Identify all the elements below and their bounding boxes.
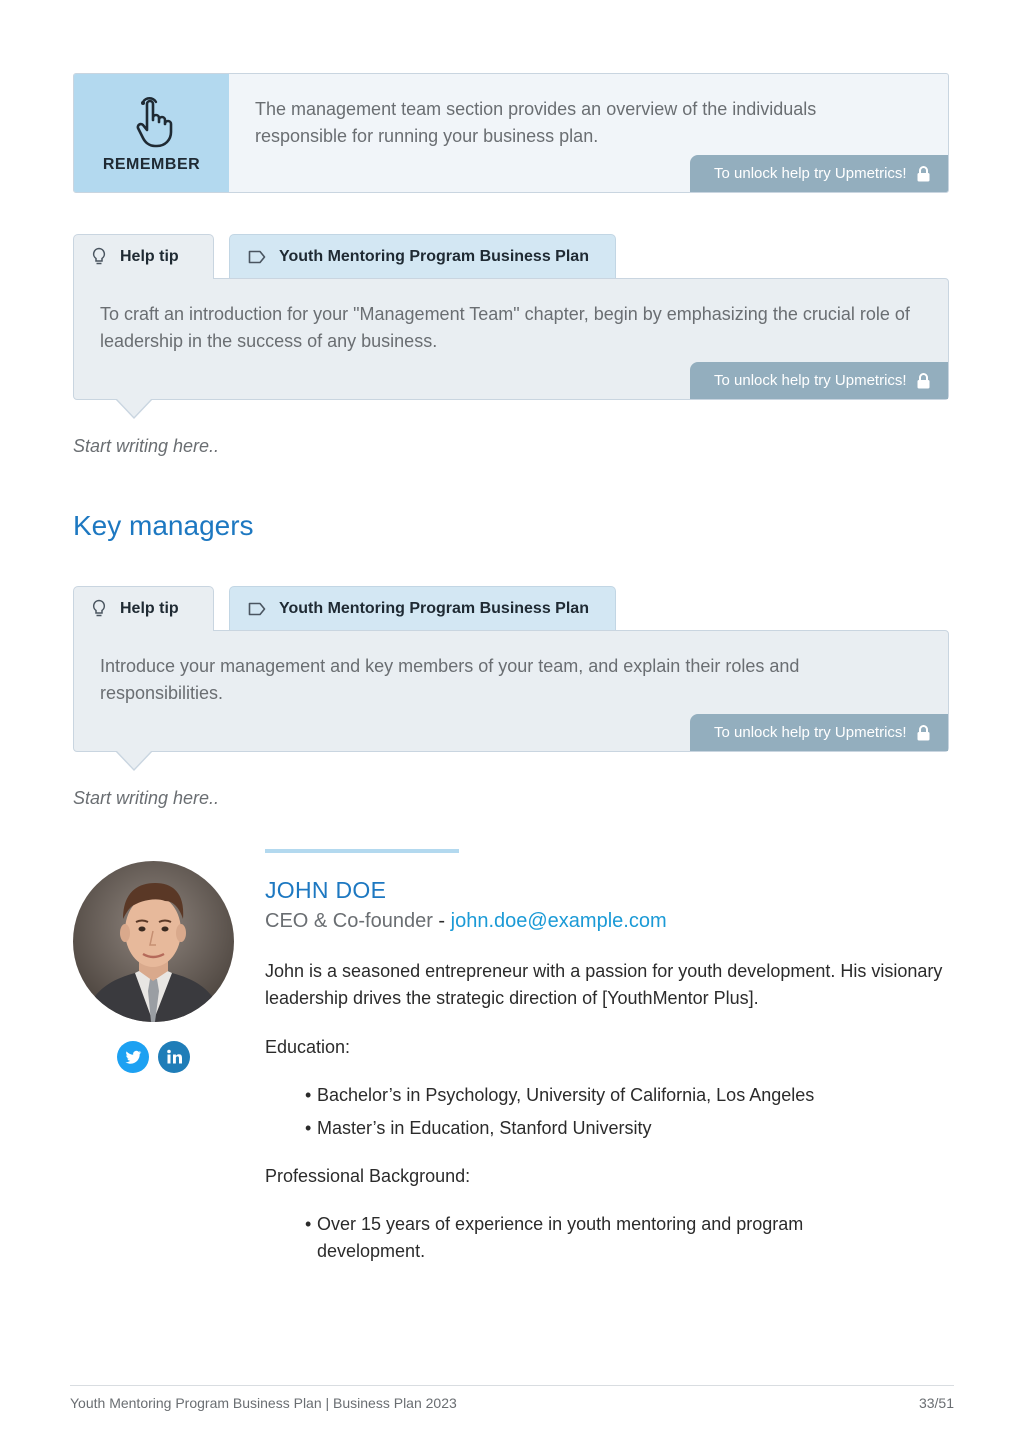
linkedin-icon[interactable] [158, 1041, 190, 1073]
tag-icon [248, 602, 266, 616]
education-heading: Education: [265, 1037, 351, 1057]
help-tip-text: Introduce your management and key members of your team, and explain their roles and responsibilities. [100, 656, 800, 703]
profile-bio: John is a seasoned entrepreneur with a passion for youth development. His visionary leadership drives the strategic direction of [YouthMentor Plus]. [265, 961, 943, 1008]
education-item: Bachelor’s in Psychology, University of California, Los Angeles [317, 1085, 815, 1105]
lightbulb-icon [92, 247, 106, 267]
footer-title: Youth Mentoring Program Business Plan | Business Plan 2023 [70, 1395, 457, 1411]
lock-icon [917, 166, 930, 182]
list-item: • Master’s in Education, Stanford University [305, 1115, 925, 1142]
tab-help-tip[interactable] [73, 234, 214, 279]
tag-icon [248, 250, 266, 264]
lock-icon [917, 373, 930, 389]
avatar [73, 861, 234, 1022]
unlock-label: To unlock help try Upmetrics! [714, 165, 907, 182]
lock-icon [917, 725, 930, 741]
profile-role-line [265, 910, 667, 933]
footer-divider [70, 1385, 954, 1386]
help-tip-text: To craft an introduction for your "Management Team" chapter, begin by emphasizing the crucial role of leadership in the success of any business. [100, 304, 910, 351]
remember-panel [74, 74, 229, 192]
tab-help-label: Help tip [120, 248, 179, 265]
profile-email-link[interactable]: john.doe@example.com [450, 910, 667, 932]
tab-plan-label: Youth Mentoring Program Business Plan [279, 247, 589, 265]
tip-pointer [115, 751, 153, 771]
list-item: • Over 15 years of experience in youth mentoring and program development. [305, 1211, 865, 1265]
role-separator: - [432, 910, 451, 932]
help-tip-box [73, 278, 949, 400]
tab-help-tip[interactable] [73, 586, 214, 631]
education-item: Master’s in Education, Stanford University [317, 1118, 652, 1138]
background-heading: Professional Background: [265, 1166, 471, 1186]
finger-reminder-icon [129, 96, 175, 148]
tip-pointer [115, 399, 153, 419]
unlock-label: To unlock help try Upmetrics! [714, 724, 907, 741]
list-item: • Bachelor’s in Psychology, University of California, Los Angeles [305, 1082, 925, 1109]
tab-plan[interactable] [229, 234, 616, 278]
help-tip-tabs [73, 586, 949, 631]
lightbulb-icon [92, 599, 106, 619]
remember-text: The management team section provides an overview of the individuals responsible for running your business plan. [255, 99, 817, 146]
writing-placeholder[interactable]: Start writing here.. [73, 788, 220, 808]
help-tip-tabs [73, 234, 949, 279]
profile-name: JOHN DOE [265, 877, 387, 903]
twitter-icon[interactable] [117, 1041, 149, 1073]
unlock-label: To unlock help try Upmetrics! [714, 372, 907, 389]
unlock-button[interactable] [690, 362, 948, 399]
section-title: Key managers [73, 510, 254, 541]
help-tip-box [73, 630, 949, 752]
unlock-button[interactable] [690, 155, 948, 192]
unlock-button[interactable] [690, 714, 948, 751]
tab-help-label: Help tip [120, 600, 179, 617]
background-item: Over 15 years of experience in youth mentoring and program development. [317, 1214, 804, 1261]
profile-role: CEO & Co-founder [265, 910, 433, 932]
writing-placeholder[interactable]: Start writing here.. [73, 436, 220, 456]
remember-label: REMEMBER [102, 156, 201, 173]
remember-box [73, 73, 949, 193]
profile-accent-line [265, 849, 459, 853]
tab-plan[interactable] [229, 586, 616, 630]
page-number: 33/51 [918, 1395, 954, 1411]
tab-plan-label: Youth Mentoring Program Business Plan [279, 599, 589, 617]
